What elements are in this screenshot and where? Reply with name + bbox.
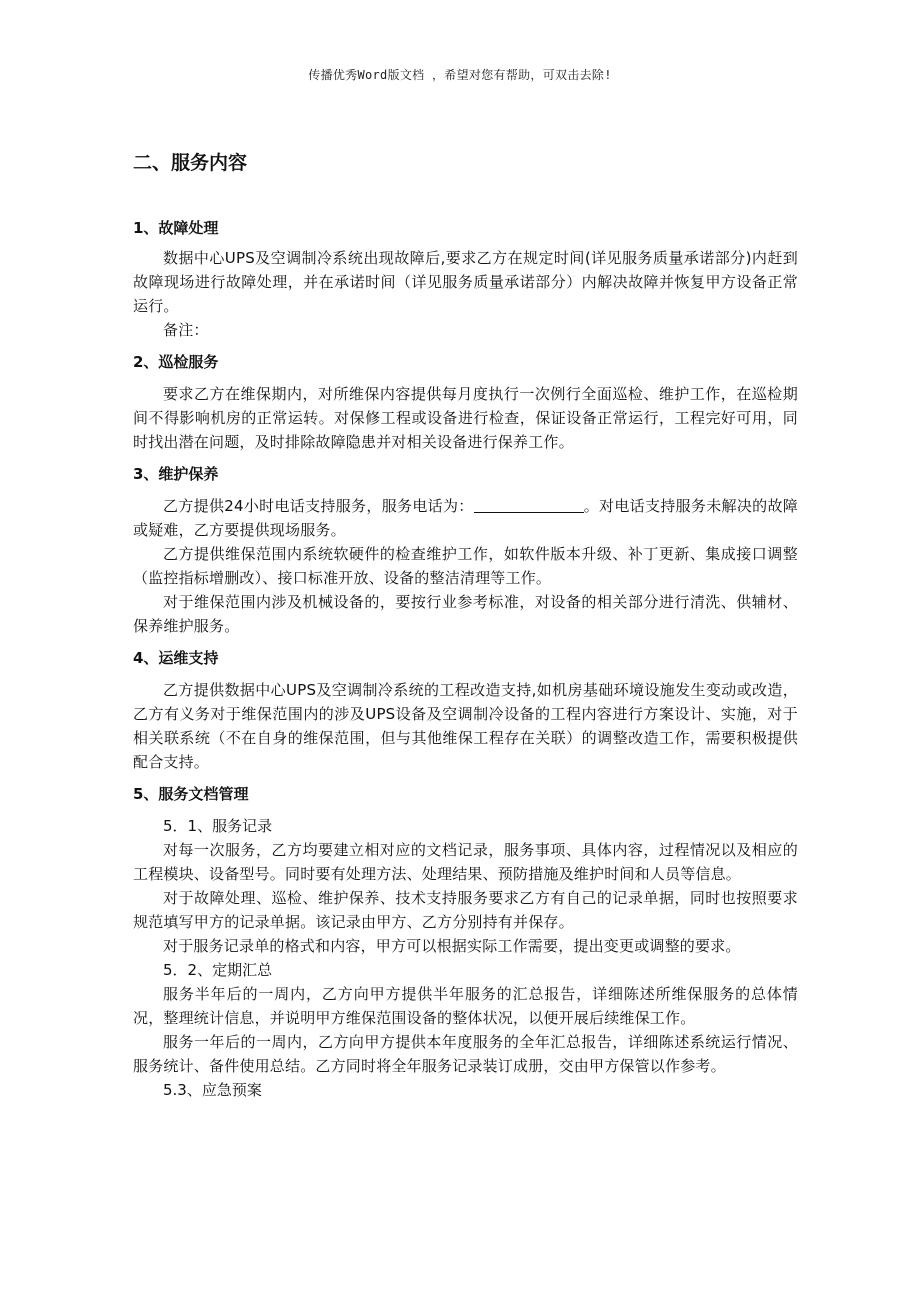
paragraph-fault-note: 备注： — [163, 321, 209, 339]
item-title-ops: 4、运维支持 — [133, 649, 219, 667]
item-title-maintenance: 3、维护保养 — [133, 465, 219, 483]
paragraph-fault-1: 数据中心UPS及空调制冷系统出现故障后,要求乙方在规定时间(详见服务质量承诺部分)内赶到故障现场进行故障处理，并在承诺时间（详见服务质量承诺部分）内解决故障并恢复甲方设备正常运行。 — [133, 249, 798, 315]
item-title-inspection: 2、巡检服务 — [133, 353, 219, 371]
maintenance-text-before: 乙方提供24小时电话支持服务，服务电话为： — [163, 497, 474, 515]
item-title-docs: 5、服务文档管理 — [133, 785, 249, 803]
maintenance-text-after: 。对电话支持服务未解决的故障或疑难，乙方要提供现场服务。 — [133, 497, 798, 539]
paragraph-maintenance-1 — [133, 494, 798, 542]
paragraph-ops-1: 乙方提供数据中心UPS及空调制冷系统的工程改造支持,如机房基础环境设施发生变动或改造，乙方有义务对于维保范围内的涉及UPS设备及空调制冷设备的工程内容进行方案设计、实施，对于相关联系统（不在自身的维保范围，但与其他维保工程存在关联）的调整改造工作，需要积极提供配合支持。 — [133, 681, 798, 771]
section-title: 二、服务内容 — [133, 152, 248, 174]
paragraph-summary-1: 服务半年后的一周内，乙方向甲方提供半年服务的汇总报告，详细陈述所维保服务的总体情况，整理统计信息，并说明甲方维保范围设备的整体状况，以便开展后续维保工作。 — [133, 985, 798, 1027]
paragraph-maintenance-3: 对于维保范围内涉及机械设备的，要按行业参考标准，对设备的相关部分进行清洗、供辅材、保养维护服务。 — [133, 593, 798, 635]
item-title-fault: 1、故障处理 — [133, 219, 219, 237]
subsection-head-emergency: 5.3、应急预案 — [163, 1081, 262, 1099]
paragraph-maintenance-2: 乙方提供维保范围内系统软硬件的检查维护工作，如软件版本升级、补丁更新、集成接口调整（监控指标增删改）、接口标准开放、设备的整洁清理等工作。 — [133, 545, 798, 587]
subsection-head-records: 5．1、服务记录 — [163, 817, 273, 835]
paragraph-summary-2: 服务一年后的一周内，乙方向甲方提供本年度服务的全年汇总报告，详细陈述系统运行情况、服务统计、备件使用总结。乙方同时将全年服务记录装订成册，交由甲方保管以作参考。 — [133, 1033, 798, 1075]
paragraph-records-3: 对于服务记录单的格式和内容，甲方可以根据实际工作需要，提出变更或调整的要求。 — [163, 937, 741, 955]
paragraph-inspection-1: 要求乙方在维保期内，对所维保内容提供每月度执行一次例行全面巡检、维护工作，在巡检期间不得影响机房的正常运转。对保修工程或设备进行检查，保证设备正常运行，工程完好可用，同时找出潜在问题，及时排除故障隐患并对相关设备进行保养工作。 — [133, 385, 798, 451]
subsection-head-summary: 5．2、定期汇总 — [163, 961, 273, 979]
document-body — [133, 148, 798, 1102]
paragraph-records-2: 对于故障处理、巡检、维护保养、技术支持服务要求乙方有自己的记录单据，同时也按照要求规范填写甲方的记录单据。该记录由甲方、乙方分别持有并保存。 — [133, 889, 798, 931]
header-note: 传播优秀Word版文档 ，希望对您有帮助，可双击去除! — [308, 68, 612, 82]
phone-blank-line — [474, 498, 584, 513]
paragraph-records-1: 对每一次服务，乙方均要建立相对应的文档记录，服务事项、具体内容，过程情况以及相应的工程模块、设备型号。同时要有处理方法、处理结果、预防措施及维护时间和人员等信息。 — [133, 841, 798, 883]
